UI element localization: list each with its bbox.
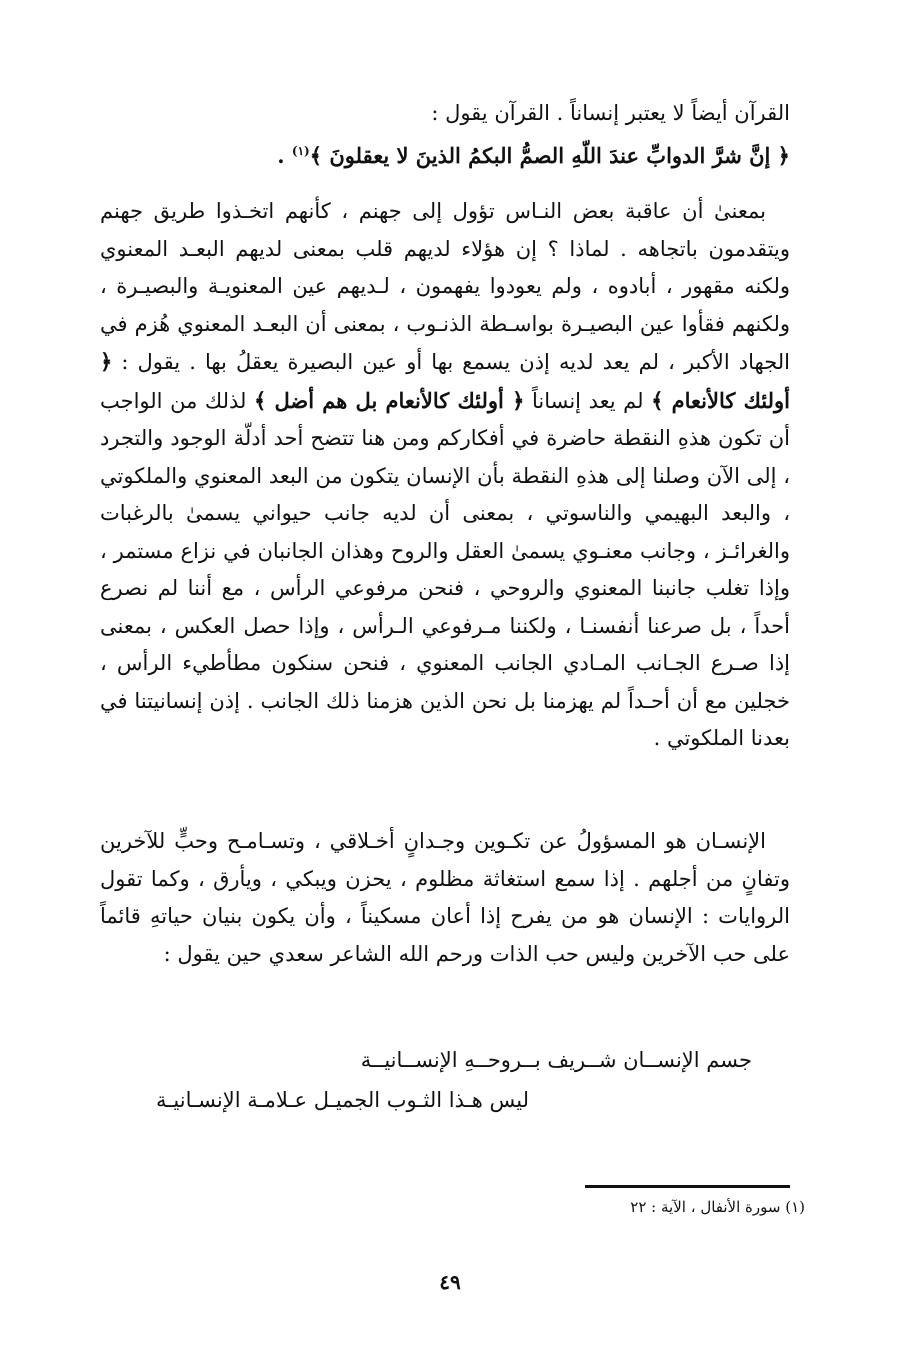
quran-quote-2: ﴿ أولئك كالأنعام بل هم أضل ﴾	[254, 387, 525, 413]
poem-line-2: ليس هـذا الثـوب الجميـل عـلامـة الإنسـانيـة	[156, 1088, 530, 1112]
quran-quote-1: ﴿ أولئك كالأنعام ﴾	[100, 349, 790, 413]
paragraph-2-text: الإنسـان هو المسؤولُ عن تكـوين وجـدانٍ أخـلاقي ، وتسـامـح وحبٍّ للآخرين وتفانٍ من أجلهم . إذا سمع استغاثة مظلوم ، يحزن ويبكي ، ويأرق ، وكما تقول الروايات : الإنسان هو من يفرح إذا أعان مسكيناً ، وأن يكون بنيان حياتهِ قائماً على حب الآخرين وليس حب الذات ورحم الله الشاعر سعدي حين يقول :	[100, 829, 790, 966]
paragraph-1-part-c: لذلك من الواجب أن تكون هذهِ النقطة حاضرة في أفكاركم ومن هنا تتضح أحد أدلّة الوجود والتجرد ، إلى الآن وصلنا إلى هذهِ النقطة بأن الإنسان يتكون من البعد المعنوي والملكوتي ، والبعد البهيمي والناسوتي ، بمعنى أن لديه جانب حيواني يسمىٰ بالرغبات والغرائـز ، وجانب معنـوي يسمىٰ العقل والروح وهذان الجانبان في نزاع مستمر ، وإذا تغلب جانبنا المعنوي والروحي ، فنحن مرفوعي الرأس ، مع أننا لم نصرع أحداً ، بل صرعنا أنفسنـا ، ولكننا مـرفوعي الـرأس ، وإذا حصل العكس ، بمعنى إذا صـرع الجـانب المـادي الجانب المعنوي ، فنحن سنكون مطأطيء الرأس ، خجلين مع أن أحـداً لم يهزمنا بل نحن الذين هزمنا ذلك الجانب . إذن إنسانيتنا في بعدنا الملكوتي .	[100, 388, 790, 750]
poem	[150, 1040, 770, 1120]
verse-tail: .	[277, 142, 292, 168]
paragraph-1-part-b: لم يعد إنساناً	[524, 388, 652, 413]
footnote: (١) سورة الأنفال ، الآية : ٢٢	[630, 1198, 805, 1216]
intro-line: القرآن أيضاً لا يعتبر إنساناً . القرآن يقول :	[431, 101, 790, 125]
quran-verse: ﴿ إنَّ شرَّ الدوابِّ عندَ اللّهِ الصمُّ البكمُ الذينَ لا يعقلونَ ﴾	[309, 142, 790, 168]
footnote-divider	[585, 1185, 790, 1188]
paragraph-1	[100, 193, 790, 758]
paragraph-1-text	[100, 193, 790, 758]
quran-verse-line	[100, 133, 790, 175]
footnote-reference: (١)	[291, 143, 310, 158]
page-number: ٤٩	[439, 1270, 461, 1294]
paragraph-2	[100, 823, 790, 973]
paragraph-1-part-a: بمعنىٰ أن عاقبة بعض النـاس تؤول إلى جهنم ، كأنهم اتخـذوا طريق جهنم ويتقدمون باتجاهه . لماذا ؟ إن هؤلاء لديهم قلب بمعنى لديهم البعـد المعنوي ولكنه مقهور ، أبادوه ، ولم يعودوا يفهمون ، لـديهم عين المعنويـة والبصيـرة ، ولكنهم فقأوا عين البصيـرة بواسـطة الذنـوب ، بمعنى أن البعـد المعنوي هُزم في الجهاد الأكبر ، لم يعد لديه إذن يسمع بها أو عين البصيرة يعقلُ بها . يقول :	[100, 199, 790, 374]
intro-section	[100, 95, 790, 174]
poem-line-1: جسم الإنســان شــريف بــروحــهِ الإنســانيــة	[360, 1048, 752, 1072]
